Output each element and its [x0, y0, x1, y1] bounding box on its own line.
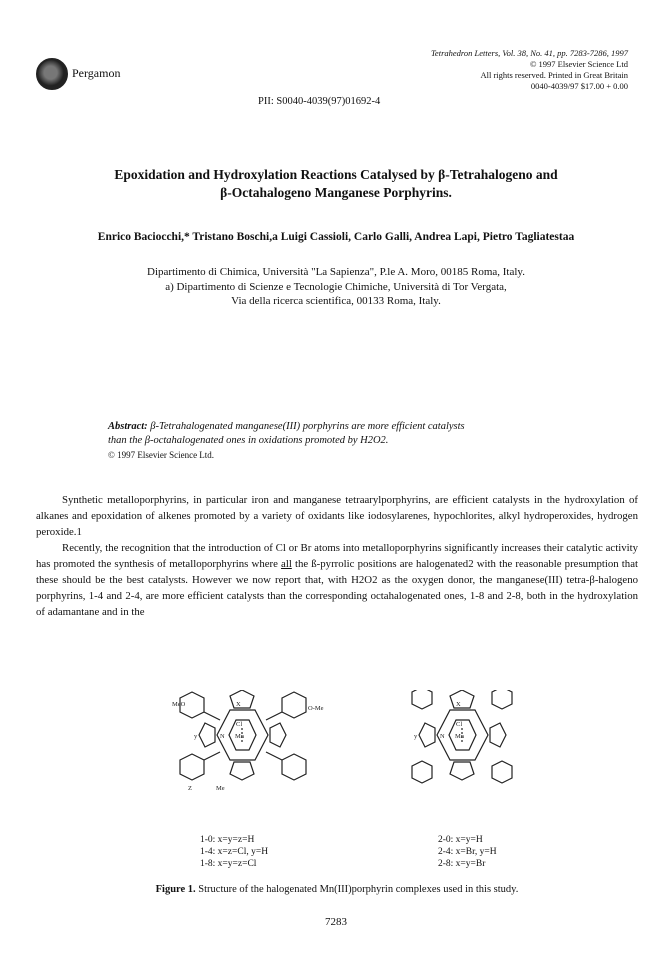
- label-2-0: 2-0: x=y=H: [438, 835, 483, 845]
- pyrrole-right-2: [490, 723, 506, 747]
- label-1-8: 1-8: x=y=z=Cl: [200, 859, 257, 869]
- me-label-1: Me: [216, 785, 225, 792]
- ome-label-1: O-Me: [308, 705, 324, 712]
- pyrrole-top-2: [450, 690, 474, 708]
- aryl-tr-1: [282, 692, 306, 718]
- phenyl-bl-2: [412, 761, 432, 783]
- abstract: [108, 420, 578, 462]
- porphyrin-structures: [150, 690, 550, 830]
- copyright-line: © 1997 Elsevier Science Ltd: [529, 59, 628, 69]
- pyrrole-bottom-2: [450, 762, 474, 780]
- pergamon-logo: [36, 58, 68, 90]
- caption-text: Structure of the halogenated Mn(III)porphyrin complexes used in this study.: [195, 884, 519, 895]
- underlined-all: all: [281, 558, 292, 570]
- cl-label-1: Cl: [236, 721, 243, 728]
- pyrrole-left-1: [199, 723, 215, 747]
- pyrrole-left-2: [419, 723, 435, 747]
- n-label-2: N: [440, 733, 445, 740]
- x-label-1: X: [236, 701, 241, 708]
- structure-1-labels: [200, 834, 268, 870]
- issn-line: 0040-4039/97 $17.00 + 0.00: [530, 81, 628, 91]
- mn-label-1: Mn: [235, 733, 245, 740]
- journal-citation: Tetrahedron Letters, Vol. 38, No. 41, pp. 7283-7286, 1997: [430, 48, 628, 58]
- caption-label: Figure 1.: [155, 884, 196, 895]
- mn-label-2: Mn: [455, 733, 465, 740]
- label-2-8: 2-8: x=y=Br: [438, 859, 486, 869]
- journal-info: [431, 48, 628, 92]
- meo-label-1: MeO: [172, 701, 186, 708]
- structure-2-labels: [438, 834, 497, 870]
- authors: Enrico Baciocchi,* Tristano Boschi,a Luigi Cassioli, Carlo Galli, Andrea Lapi, Pietro Tagliatestaa: [97, 231, 575, 243]
- aryl-br-1: [282, 754, 306, 780]
- paragraph-2-end: the ß-pyrrolic positions are halogenated2 with the reasonable presumption that these should be the best catalysts. However we now report that, with H2O2 as the oxygen donor, the manganese(III) tetra-β-halogeno porphyrins, 1-4 and 2-4, are more efficient catalysts than the corresponding octahalogenated ones, 1-8 and 2-8, both in the hydroxylation of adamantane and in the: [36, 558, 638, 618]
- abstract-copyright: © 1997 Elsevier Science Ltd.: [108, 450, 215, 460]
- affiliations: [60, 265, 612, 309]
- abstract-line-1: β-Tetrahalogenated manganese(III) porphyrins are more efficient catalysts: [150, 421, 465, 432]
- z-label-1: Z: [188, 785, 192, 792]
- abstract-line-2: than the β-octahalogenated ones in oxidations promoted by H2O2.: [108, 435, 389, 446]
- n-label-1: N: [220, 733, 225, 740]
- affiliation-3: Via della ricerca scientifica, 00133 Roma, Italy.: [231, 295, 441, 307]
- x-label-2: X: [456, 701, 461, 708]
- affiliation-2: a) Dipartimento di Scienze e Tecnologie Chimiche, Università di Tor Vergata,: [165, 280, 507, 293]
- page-number: 7283: [325, 916, 347, 928]
- cl-label-2: Cl: [456, 721, 463, 728]
- paragraph-2-start: Recently, the recognition that the introduction of Cl or Br atoms into metalloporphyrins significantly increases their catalytic activity has promoted the synthesis of metalloporphyrins where: [36, 542, 638, 570]
- phenyl-br-2: [492, 761, 512, 783]
- title-line-1: Epoxidation and Hydroxylation Reactions Catalysed by β-Tetrahalogeno and: [114, 167, 558, 182]
- pii: PII: S0040-4039(97)01692-4: [258, 96, 381, 107]
- phenyl-tr-2: [492, 690, 512, 709]
- abstract-label: Abstract:: [108, 421, 148, 432]
- label-2-4: 2-4: x=Br, y=H: [438, 847, 497, 857]
- title-line-2: β-Octahalogeno Manganese Porphyrins.: [220, 185, 452, 200]
- y-label-1: y: [194, 733, 198, 740]
- aryl-bl-1: [180, 754, 204, 780]
- y-label-2: y: [414, 733, 418, 740]
- paper-title: [60, 166, 612, 202]
- label-1-0: 1-0: x=y=z=H: [200, 835, 255, 845]
- paragraph-2: [36, 540, 638, 620]
- pyrrole-right-1: [270, 723, 286, 747]
- paragraph-1: Synthetic metalloporphyrins, in particular iron and manganese tetraarylporphyrins, are efficient catalysts in the hydroxylation of alkanes and epoxidation of alkenes promoted by a variety of oxidants like iodosylarenes, hypochlorites, alkyl hydroperoxides, hydrogen peroxide.1: [36, 494, 638, 538]
- rights-line: All rights reserved. Printed in Great Britain: [480, 70, 628, 80]
- figure-caption: [36, 884, 638, 895]
- affiliation-1: Dipartimento di Chimica, Università "La Sapienza", P.le A. Moro, 00185 Roma, Italy.: [147, 266, 525, 278]
- publisher-name: Pergamon: [72, 66, 121, 80]
- label-1-4: 1-4: x=z=Cl, y=H: [200, 847, 269, 857]
- pyrrole-top-1: [230, 690, 254, 708]
- body-text: [36, 492, 638, 620]
- pyrrole-bottom-1: [230, 762, 254, 780]
- phenyl-tl-2: [412, 690, 432, 709]
